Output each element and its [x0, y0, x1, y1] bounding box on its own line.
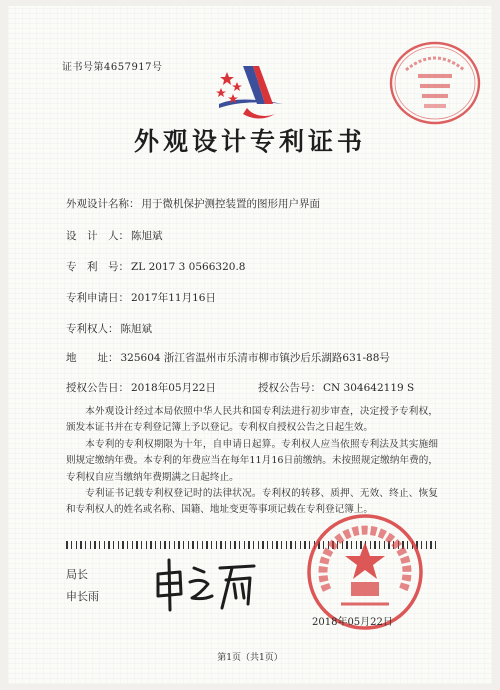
- grant-number-value: CN 304642119 S: [323, 382, 415, 394]
- patentee-value: 陈旭斌: [120, 323, 152, 335]
- grant-date-row: [66, 380, 216, 395]
- filing-date-value: 2017年11月16日: [131, 292, 216, 304]
- address-row: [66, 350, 390, 365]
- address-label: 地 址：: [66, 352, 119, 364]
- body-paragraph: 本专利的专利权期限为十年，自申请日起算。专利权人应当依照专利法及其实施细则规定缴纳年费。本专利的年费应当在每年11月16日前缴纳。未按照规定缴纳年费的，专利权自应当缴纳年费期满之日起终止。: [66, 438, 438, 483]
- seal-date: 2018年05月22日: [312, 617, 393, 628]
- designer-label: 设 计 人：: [66, 230, 129, 242]
- grant-date-value: 2018年05月22日: [131, 382, 216, 394]
- body-paragraph: 专利证书记载专利权登记时的法律状况。专利权的转移、质押、无效、终止、恢复和专利权人的姓名或名称、国籍、地址变更等事项记载在专利登记簿上。: [66, 488, 438, 516]
- grant-date-label: 授权公告日：: [66, 382, 129, 394]
- director-name: 申长雨: [66, 590, 99, 603]
- body-paragraph: 本外观设计经过本局依照中华人民共和国专利法进行初步审查，决定授予专利权，颁发本证书并在专利登记簿上予以登记。专利权自授权公告之日起生效。: [66, 406, 438, 434]
- cnipa-logo-icon: [213, 58, 287, 128]
- handwritten-signature-icon: [150, 554, 260, 618]
- designer-row: [66, 228, 163, 243]
- design-name-label: 外观设计名称：: [66, 198, 140, 210]
- address-value: 325604 浙江省温州市乐清市柳市镇沙后乐湖路631-88号: [120, 352, 390, 364]
- patentee-label: 专利权人：: [66, 323, 119, 335]
- grant-number-row: [258, 380, 414, 395]
- filing-date-row: [66, 290, 216, 305]
- certificate-number: 证书号第4657917号: [62, 62, 163, 73]
- patentee-row: [66, 321, 152, 336]
- certificate-body: [66, 404, 438, 519]
- filing-date-label: 专利申请日：: [66, 292, 129, 304]
- certificate-title: 外观设计专利证书: [133, 127, 366, 156]
- patent-number-value: ZL 2017 3 0566320.8: [131, 261, 246, 273]
- designer-value: 陈旭斌: [131, 230, 163, 242]
- grant-number-label: 授权公告号：: [258, 382, 321, 394]
- design-name-row: [66, 196, 320, 211]
- top-seal-stamp: [388, 40, 482, 130]
- design-name-value: 用于微机保护测控装置的图形用户界面: [141, 198, 320, 210]
- patent-number-label: 专 利 号：: [66, 261, 129, 273]
- page-footer: 第1页（共1页）: [217, 653, 283, 663]
- patent-number-row: [66, 259, 245, 274]
- director-title: 局长: [66, 568, 88, 581]
